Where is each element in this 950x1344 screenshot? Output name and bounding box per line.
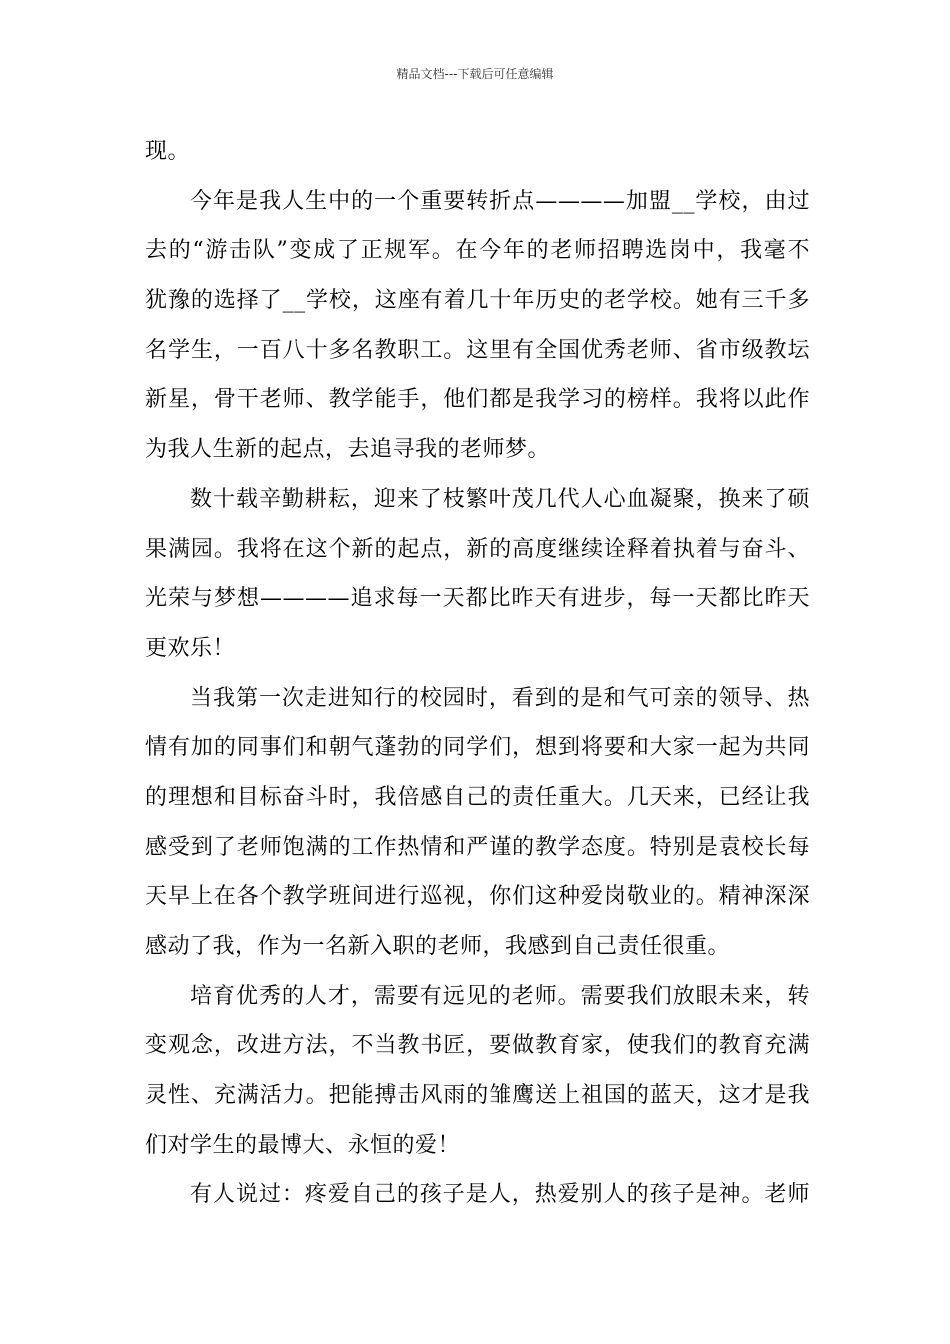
text-line: 灵性、充满活力。把能搏击风雨的雏鹰送上祖国的蓝天，这才是我 (145, 1083, 810, 1109)
text-line: 光荣与梦想————追求每一天都比昨天有进步，每一天都比昨天 (145, 586, 810, 612)
text-line: 名学生，一百八十多名教职工。这里有全国优秀老师、省市级教坛 (145, 337, 810, 363)
text-line: 感动了我，作为一名新入职的老师，我感到自己责任很重。 (145, 934, 731, 959)
text-line: 感受到了老师饱满的工作热情和严谨的教学态度。特别是袁校长每 (145, 834, 810, 860)
text-line: 情有加的同事们和朝气蓬勃的同学们，想到将要和大家一起为共同 (145, 735, 810, 761)
text-line: 现。 (145, 139, 191, 164)
text-line: 有人说过：疼爱自己的孩子是人，热爱别人的孩子是神。老师 (190, 1182, 810, 1208)
text-line: 去的“游击队”变成了正规军。在今年的老师招聘选岗中，我毫不 (145, 238, 810, 264)
text-line: 当我第一次走进知行的校园时，看到的是和气可亲的领导、热 (190, 685, 810, 711)
document-body (145, 132, 810, 1225)
text-line: 培育优秀的人才，需要有远见的老师。需要我们放眼未来，转 (190, 983, 810, 1009)
text-line: 新星，骨干老师、教学能手，他们都是我学习的榜样。我将以此作 (145, 387, 810, 413)
text-line: 变观念，改进方法，不当教书匠，要做教育家，使我们的教育充满 (145, 1033, 810, 1059)
text-line: 更欢乐！ (145, 635, 236, 661)
text-line: 今年是我人生中的一个重要转折点————加盟__学校，由过 (190, 188, 810, 214)
text-line: 们对学生的最博大、永恒的爱！ (145, 1132, 461, 1158)
text-line: 天早上在各个教学班间进行巡视，你们这种爱岗敬业的。精神深深 (145, 884, 810, 910)
text-line: 数十载辛勤耕耘，迎来了枝繁叶茂几代人心血凝聚，换来了硕 (190, 486, 810, 512)
text-line: 为我人生新的起点，去追寻我的老师梦。 (145, 437, 551, 463)
text-line: 果满园。我将在这个新的起点，新的高度继续诠释着执着与奋斗、 (145, 536, 810, 562)
text-line: 犹豫的选择了__学校，这座有着几十年历史的老学校。她有三千多 (145, 288, 810, 314)
text-line: 的理想和目标奋斗时，我倍感自己的责任重大。几天来，已经让我 (145, 784, 810, 810)
page-header: 精品文档---下载后可任意编辑 (396, 67, 554, 81)
